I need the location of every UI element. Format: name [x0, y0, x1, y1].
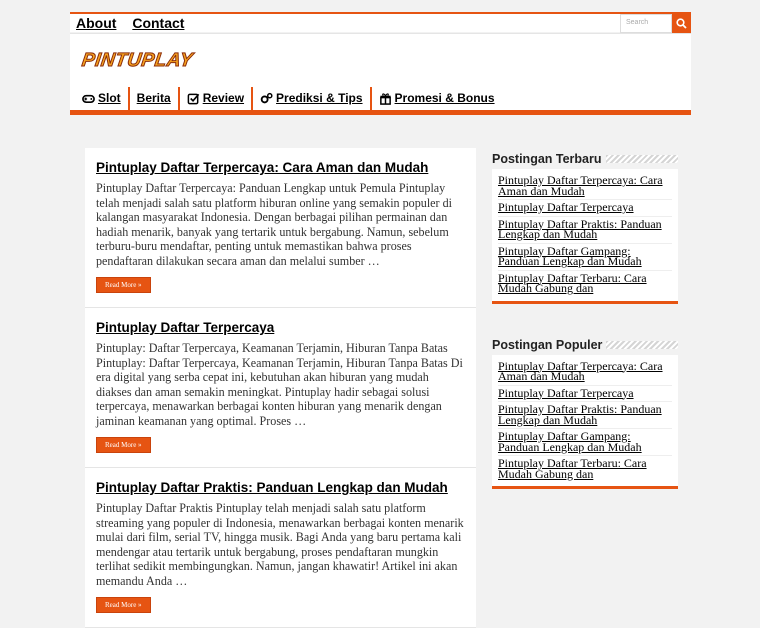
post-item	[85, 468, 476, 628]
list-item	[498, 456, 672, 482]
recent-post-link[interactable]: Pintuplay Daftar Terbaru: Cara Mudah Gabung dan	[498, 270, 647, 295]
nav-label-berita: Berita	[136, 91, 171, 105]
list-item	[498, 271, 672, 297]
post-title[interactable]: Pintuplay Daftar Praktis: Panduan Lengkap dan Mudah	[96, 480, 448, 495]
list-item	[498, 386, 672, 403]
gift-icon	[379, 92, 392, 105]
logo-text: PINTUPLAY	[80, 50, 195, 71]
nav-item-slot[interactable]	[70, 87, 130, 110]
post-list	[85, 148, 476, 628]
cogs-icon	[260, 92, 273, 105]
post-item	[85, 308, 476, 468]
sidebar	[492, 151, 678, 489]
post-title[interactable]: Pintuplay Daftar Terpercaya	[96, 320, 275, 335]
main-nav	[70, 87, 691, 115]
site-logo[interactable]	[80, 48, 195, 76]
search-button[interactable]	[672, 14, 691, 33]
nav-item-promesi[interactable]	[372, 87, 502, 110]
widget-body	[492, 355, 678, 490]
list-item	[498, 402, 672, 429]
nav-label-review: Review	[202, 91, 245, 105]
title-stripe	[606, 341, 678, 349]
widget-title	[492, 337, 678, 353]
title-stripe	[606, 155, 678, 163]
top-bar	[70, 12, 691, 32]
list-item	[498, 173, 672, 200]
nav-item-review[interactable]	[180, 87, 253, 110]
widget-recent-posts	[492, 151, 678, 304]
search-icon	[676, 18, 687, 29]
nav-item-berita[interactable]	[130, 87, 180, 110]
read-more-button[interactable]: Read More »	[96, 437, 151, 453]
widget-title-text: Postingan Terbaru	[492, 152, 602, 166]
recent-post-link[interactable]: Pintuplay Daftar Gampang: Panduan Lengkap dan Mudah	[498, 243, 642, 268]
list-item	[498, 217, 672, 244]
nav-label-prediksi: Prediksi & Tips	[276, 91, 363, 105]
widget-title-text: Postingan Populer	[492, 337, 603, 352]
post-excerpt: Pintuplay Daftar Terpercaya: Panduan Lengkap untuk Pemula Pintuplay telah menjadi salah satu platform hiburan online yang semakin populer di kalangan masyarakat Indonesia. Dengan berbagai pilihan permainan dan hadiah menarik, banyak yang tertarik untuk bergabung. Namun, sebelum terburu-buru mendaftar, penting untuk memastikan bahwa proses pendaftaran dilakukan secara aman dan melalui sumber …	[96, 181, 452, 268]
post-excerpt: Pintuplay Daftar Praktis Pintuplay telah menjadi salah satu platform streaming yang populer di Indonesia, menawarkan berbagai konten menarik mulai dari film, serial TV, hingga musik. Bagi Anda yang baru pertama kali mendengar atau tertarik untuk bergabung, proses pendaftaran mungkin terlihat sedikit membingungkan. Namun, jangan khawatir! Artikel ini akan memandu Anda …	[96, 501, 464, 588]
recent-post-link[interactable]: Pintuplay Daftar Praktis: Panduan Lengkap dan Mudah	[498, 216, 662, 241]
nav-label-promesi: Promesi & Bonus	[394, 91, 495, 105]
post-title[interactable]: Pintuplay Daftar Terpercaya: Cara Aman dan Mudah	[96, 160, 429, 175]
recent-post-link[interactable]: Pintuplay Daftar Terpercaya: Cara Aman dan Mudah	[498, 173, 663, 198]
read-more-button[interactable]: Read More »	[96, 597, 151, 613]
widget-title	[492, 151, 678, 167]
recent-post-link[interactable]: Pintuplay Daftar Terpercaya	[498, 200, 634, 214]
top-link-contact[interactable]: Contact	[132, 15, 185, 31]
list-item	[498, 429, 672, 456]
nav-item-prediksi[interactable]	[253, 87, 371, 110]
read-more-button[interactable]: Read More »	[96, 277, 151, 293]
check-square-icon	[187, 92, 200, 105]
popular-post-link[interactable]: Pintuplay Daftar Terpercaya	[498, 385, 634, 400]
gamepad-icon	[82, 92, 95, 105]
nav-label-slot: Slot	[98, 91, 121, 105]
post-item	[85, 148, 476, 308]
popular-post-link[interactable]: Pintuplay Daftar Terpercaya: Cara Aman dan Mudah	[498, 358, 663, 383]
widget-popular-posts	[492, 337, 678, 490]
popular-post-link[interactable]: Pintuplay Daftar Praktis: Panduan Lengkap dan Mudah	[498, 402, 662, 427]
widget-body	[492, 169, 678, 304]
popular-post-link[interactable]: Pintuplay Daftar Gampang: Panduan Lengkap dan Mudah	[498, 429, 642, 454]
search-input[interactable]: Search	[620, 14, 672, 33]
top-link-about[interactable]: About	[76, 15, 117, 31]
popular-post-link[interactable]: Pintuplay Daftar Terbaru: Cara Mudah Gabung dan	[498, 456, 647, 481]
list-item	[498, 244, 672, 271]
top-nav	[76, 15, 196, 31]
post-excerpt: Pintuplay: Daftar Terpercaya, Keamanan Terjamin, Hiburan Tanpa Batas Pintuplay: Daftar Terpercaya, Keamanan Terjamin, Hiburan Tanpa Batas Di era digital yang serba cepat ini, kebutuhan akan hiburan yang mudah diakses dan aman semakin meningkat. Pintuplay hadir sebagai solusi terpercaya, menawarkan berbagai konten hiburan yang menarik dengan jaminan keamanan yang optimal. Proses …	[96, 341, 463, 428]
list-item	[498, 200, 672, 217]
list-item	[498, 359, 672, 386]
